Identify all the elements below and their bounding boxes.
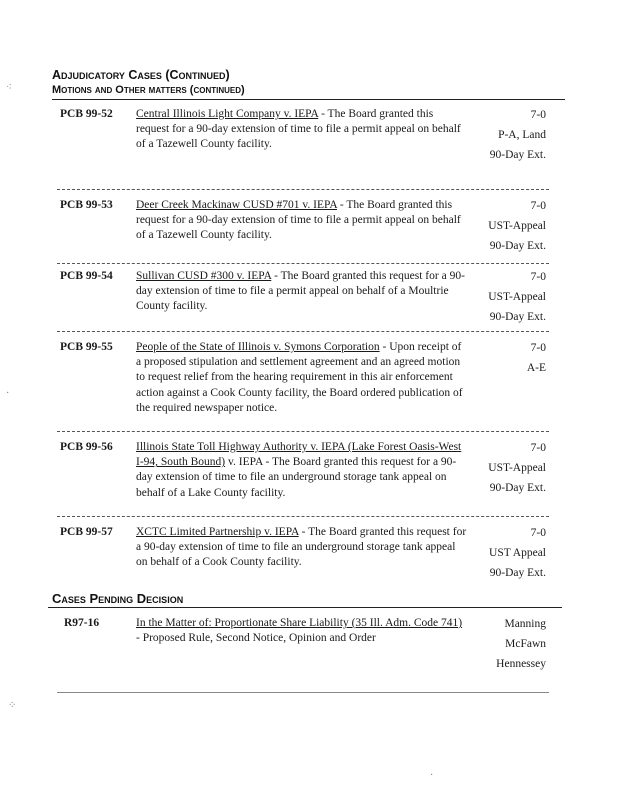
case-type: A-E xyxy=(526,362,546,374)
pending-section-heading: Cases Pending Decision xyxy=(52,591,184,606)
vote-info xyxy=(456,196,546,256)
entry-divider xyxy=(57,692,549,693)
board-member: Hennessey xyxy=(496,658,546,670)
case-text: v. IEPA - The Board granted this request for a 90-day extension of time to file an underground storage tank appeal on behalf of a Lake County facility. xyxy=(136,456,457,499)
board-members xyxy=(456,614,546,674)
vote-info xyxy=(456,267,546,327)
case-description xyxy=(136,616,468,646)
vote-info xyxy=(456,105,546,165)
case-type: UST-Appeal xyxy=(488,291,546,303)
board-member: Manning xyxy=(504,618,546,630)
case-action: 90-Day Ext. xyxy=(489,149,546,161)
case-title: Central Illinois Light Company v. IEPA xyxy=(136,108,319,120)
case-description xyxy=(136,269,468,315)
case-number: PCB 99-54 xyxy=(60,270,113,282)
case-description xyxy=(136,525,468,571)
entry-divider xyxy=(57,263,549,264)
vote-count: 7-0 xyxy=(530,200,546,212)
vote-count: 7-0 xyxy=(530,342,546,354)
vote-count: 7-0 xyxy=(530,442,546,454)
case-text: - The Board granted this request for a 90-day extension of time to file a permit appeal on behalf of a Tazewell County facility. xyxy=(136,108,461,151)
case-action: 90-Day Ext. xyxy=(489,567,546,579)
subsection-heading: Motions and Other matters (continued) xyxy=(52,84,245,96)
case-number: PCB 99-56 xyxy=(60,441,113,453)
case-title: In the Matter of: Proportionate Share Liability (35 Ill. Adm. Code 741) xyxy=(136,617,463,629)
section-rule xyxy=(48,607,562,608)
scan-speck: · xyxy=(6,388,10,399)
case-text: - The Board granted this request for a 90-day extension of time to file a permit appeal on behalf of a Tazewell County facility. xyxy=(136,199,461,242)
case-text: - Upon receipt of a proposed stipulation and settlement agreement and an agreed motion to request relief from the hearing requirement in this air enforcement action against a Cook County facility, the Board ordered publication of the required newspaper notice. xyxy=(136,341,463,414)
case-type: UST-Appeal xyxy=(488,462,546,474)
case-number: PCB 99-53 xyxy=(60,199,113,211)
case-title: Deer Creek Mackinaw CUSD #701 v. IEPA xyxy=(136,199,338,211)
entry-divider xyxy=(57,431,549,432)
case-description xyxy=(136,198,468,244)
case-text: - The Board granted this request for a 90-day extension of time to file an underground storage tank appeal on behalf of a Cook County facility. xyxy=(136,526,467,569)
case-type: UST Appeal xyxy=(489,547,546,559)
entry-divider xyxy=(57,516,549,517)
vote-count: 7-0 xyxy=(530,527,546,539)
section-rule xyxy=(52,99,565,100)
vote-count: 7-0 xyxy=(530,109,546,121)
case-action: 90-Day Ext. xyxy=(489,240,546,252)
vote-info xyxy=(456,438,546,498)
scan-speck: · xyxy=(430,770,434,781)
board-member: McFawn xyxy=(505,638,546,650)
case-text: - The Board granted this request for a 90-day extension of time to file a permit appeal on behalf of a Moultrie County facility. xyxy=(136,270,465,313)
case-type: UST-Appeal xyxy=(488,220,546,232)
case-description xyxy=(136,340,468,416)
vote-count: 7-0 xyxy=(530,271,546,283)
case-title: Sullivan CUSD #300 v. IEPA xyxy=(136,270,272,282)
case-action: 90-Day Ext. xyxy=(489,482,546,494)
case-number: PCB 99-55 xyxy=(60,341,113,353)
section-heading: Adjudicatory Cases (Continued) xyxy=(52,68,230,82)
case-title: Illinois State Toll Highway Authority v. IEPA (Lake Forest Oasis-West I-94, South Bound) xyxy=(136,441,462,469)
entry-divider xyxy=(57,331,549,332)
case-number: R97-16 xyxy=(64,617,100,629)
case-type: P-A, Land xyxy=(498,129,546,141)
entry-divider xyxy=(57,189,549,190)
case-number: PCB 99-57 xyxy=(60,526,113,538)
case-action: 90-Day Ext. xyxy=(489,311,546,323)
case-text: - Proposed Rule, Second Notice, Opinion and Order xyxy=(136,632,376,645)
scan-speck: ⁘ xyxy=(8,700,17,711)
case-description xyxy=(136,440,468,501)
case-title: People of the State of Illinois v. Symons Corporation xyxy=(136,341,380,353)
scan-speck: ⁖ xyxy=(6,82,12,93)
case-description xyxy=(136,107,468,153)
case-number: PCB 99-52 xyxy=(60,108,113,120)
vote-info xyxy=(456,338,546,378)
case-title: XCTC Limited Partnership v. IEPA xyxy=(136,526,299,538)
vote-info xyxy=(456,523,546,583)
